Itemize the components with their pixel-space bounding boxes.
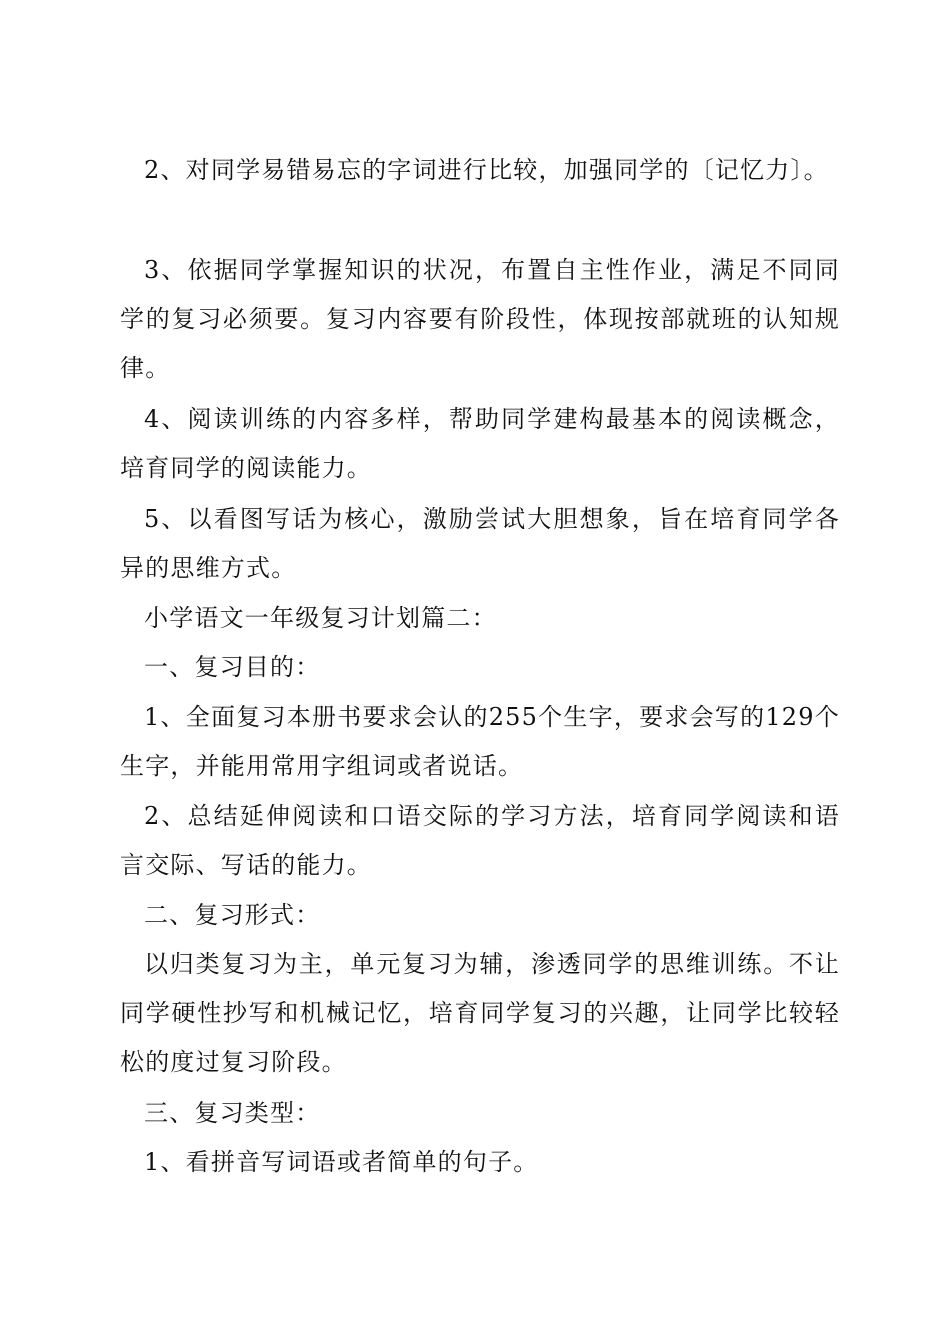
- paragraph-purpose-1-characters: 1、全面复习本册书要求会认的255个生字，要求会写的129个生字，并能用常用字组词或者说话。: [120, 703, 840, 780]
- heading-review-types: 三、复习类型：: [144, 1099, 321, 1127]
- paragraph-type-1-pinyin: 1、看拼音写词语或者简单的句子。: [144, 1148, 539, 1176]
- heading-review-form: 二、复习形式：: [144, 901, 321, 929]
- paragraph-purpose-2-methods: 2、总结延伸阅读和口语交际的学习方法，培育同学阅读和语言交际、写话的能力。: [120, 802, 840, 879]
- section-title-plan-two: 小学语文一年级复习计划篇二：: [144, 604, 497, 632]
- paragraph-review-form-body: 以归类复习为主，单元复习为辅，渗透同学的思维训练。不让同学硬性抄写和机械记忆，培育同学复习的兴趣，让同学比较轻松的度过复习阶段。: [120, 950, 840, 1076]
- heading-review-purpose: 一、复习目的：: [144, 653, 321, 681]
- paragraph-item-2-compare-words: 2、对同学易错易忘的字词进行比较，加强同学的〔记忆力〕。: [144, 156, 829, 184]
- paragraph-item-5-picture-writing: 5、以看图写话为核心，激励尝试大胆想象，旨在培育同学各异的思维方式。: [120, 505, 840, 582]
- paragraph-item-3-homework: 3、依据同学掌握知识的状况，布置自主性作业，满足不同同学的复习必须要。复习内容要有阶段性，体现按部就班的认知规律。: [120, 256, 840, 382]
- paragraph-item-4-reading-training: 4、阅读训练的内容多样，帮助同学建构最基本的阅读概念，培育同学的阅读能力。: [120, 405, 840, 482]
